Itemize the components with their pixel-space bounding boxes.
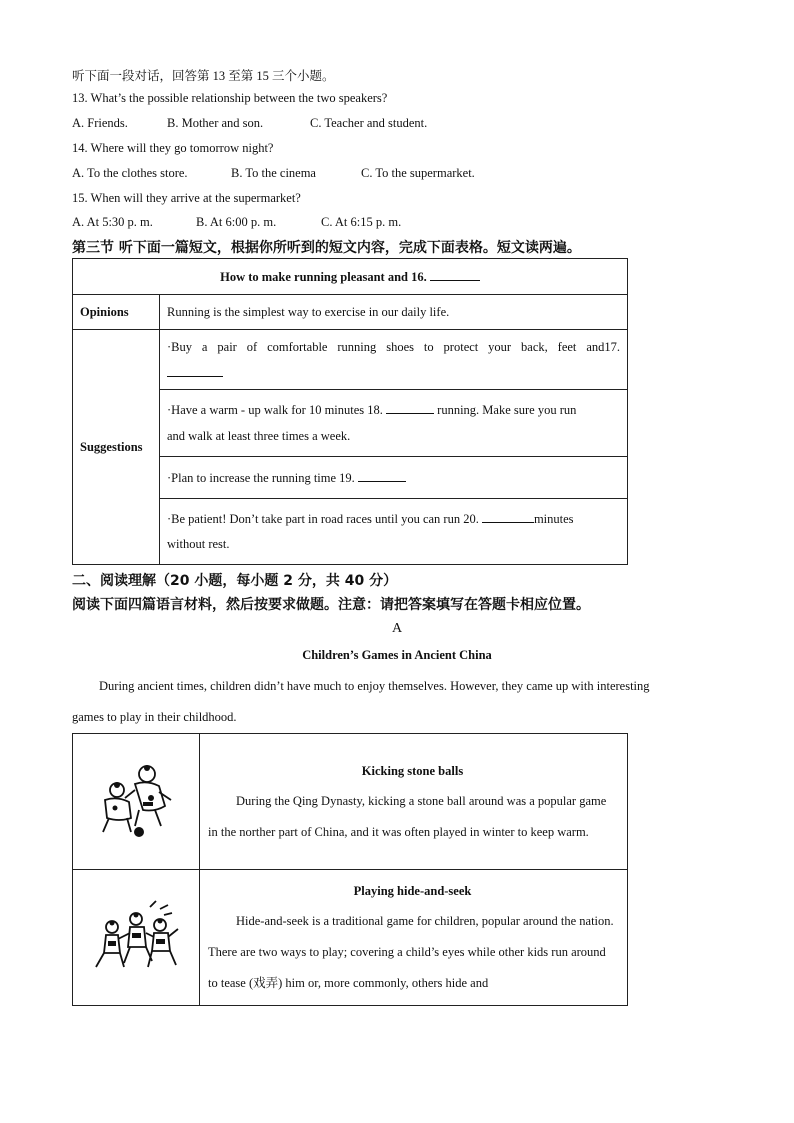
children-hide-and-seek-illustration [90, 897, 182, 975]
suggestions-label: Suggestions [73, 330, 160, 565]
running-table [72, 258, 628, 565]
game-description: Hide-and-seek is a traditional game for children, popular around the nation. There are two ways to play; covering a child’s eyes while other kids run around to tease (戏弄) him or, more commonly, others hide and [208, 914, 614, 990]
children-kicking-ball-illustration [95, 760, 177, 840]
option-c: C. To the supermarket. [361, 166, 475, 180]
reading-instruction: 阅读下面四篇语言材料，然后按要求做题。注意：请把答案填写在答题卡相应位置。 [72, 597, 590, 613]
option-a: A. To the clothes store. [72, 166, 188, 180]
suggestion-2: ·Have a warm - up walk for 10 minutes 18. running. Make sure you run and walk at least three times a week. [160, 390, 628, 457]
answer-blank-16 [430, 269, 480, 281]
kicking-stone-balls-image [73, 734, 200, 870]
table-title: How to make running pleasant and 16. [73, 259, 628, 295]
reading-heading: 二、阅读理解（20 小题，每小题 2 分，共 40 分） [72, 573, 398, 589]
option-b: B. To the cinema [231, 166, 316, 180]
option-c: C. At 6:15 p. m. [321, 215, 402, 229]
games-table [72, 733, 628, 1006]
opinions-text: Running is the simplest way to exercise in our daily life. [160, 295, 628, 330]
section3-heading: 第三节 听下面一篇短文，根据你所听到的短文内容，完成下面表格。短文读两遍。 [72, 240, 581, 256]
option-b: B. At 6:00 p. m. [196, 215, 277, 229]
suggestion-4: ·Be patient! Don’t take part in road races until you can run 20. minutes without rest. [160, 499, 628, 565]
suggestion-3: ·Plan to increase the running time 19. [160, 457, 628, 499]
game-description: During the Qing Dynasty, kicking a stone ball around was a popular game in the norther part of China, and it was often played in winter to keep warm. [208, 793, 607, 839]
answer-blank-19 [358, 470, 406, 482]
answer-blank-17 [167, 365, 223, 377]
option-a: A. At 5:30 p. m. [72, 215, 153, 229]
game-hide-and-seek [200, 870, 628, 1006]
option-b: B. Mother and son. [167, 116, 264, 130]
game-kicking-stone-balls [200, 734, 628, 870]
question-15: 15. When will they arrive at the supermarket? [72, 191, 301, 205]
game-title: Playing hide-and-seek [353, 884, 472, 898]
hide-and-seek-image [73, 870, 200, 1006]
listening-intro: 听下面一段对话，回答第 13 至第 15 三个小题。 [72, 69, 335, 83]
question-14: 14. Where will they go tomorrow night? [72, 141, 274, 155]
suggestion-1: ·Buy a pair of comfortable running shoes to protect your back, feet and17. [160, 330, 628, 390]
answer-blank-20 [482, 511, 534, 523]
question-13: 13. What’s the possible relationship between the two speakers? [72, 91, 388, 105]
answer-blank-18 [386, 402, 434, 414]
game-title: Kicking stone balls [361, 763, 464, 778]
passage-title: Children’s Games in Ancient China [302, 648, 492, 662]
passage-letter: A [391, 621, 403, 636]
opinions-label: Opinions [73, 295, 160, 330]
option-c: C. Teacher and student. [310, 116, 428, 130]
option-a: A. Friends. [72, 116, 128, 130]
passage-intro: During ancient times, children didn’t have much to enjoy themselves. However, they came up with interesting games to play in their childhood. [72, 679, 650, 724]
